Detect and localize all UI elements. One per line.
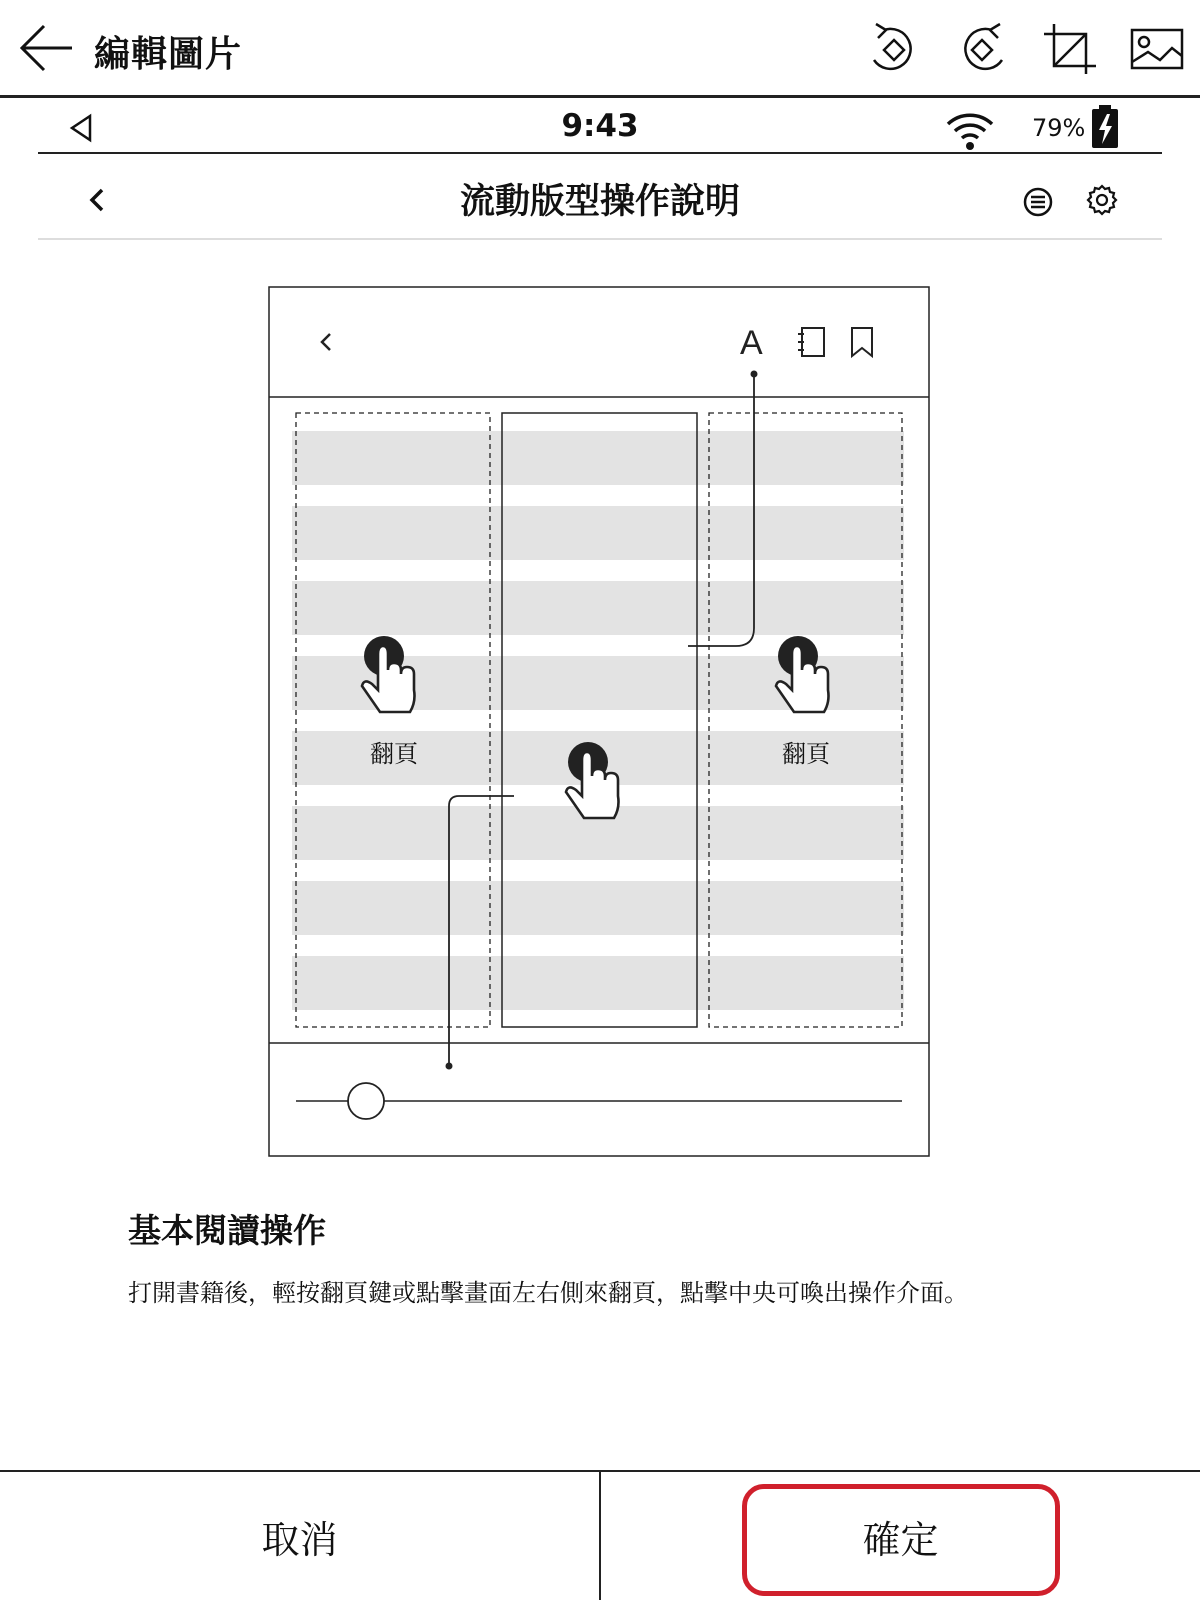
rotate-right-icon[interactable] xyxy=(954,20,1014,78)
left-tap-hand-icon xyxy=(360,632,430,726)
section-description: 打開書籍後，輕按翻頁鍵或點擊畫面左右側來翻頁，點擊中央可喚出操作介面。 xyxy=(128,1279,968,1307)
right-tap-hand-icon xyxy=(774,632,844,726)
battery-percent: 79% xyxy=(1032,114,1086,142)
back-arrow-icon[interactable] xyxy=(18,20,78,76)
page-title: 流動版型操作說明 xyxy=(459,182,740,222)
font-a-icon: A xyxy=(740,324,763,362)
editor-title: 編輯圖片 xyxy=(94,34,243,75)
cancel-button[interactable]: 取消 xyxy=(261,1517,338,1562)
wifi-icon xyxy=(944,108,996,152)
confirm-button[interactable]: 確定 xyxy=(862,1517,939,1562)
progress-slider-thumb xyxy=(348,1083,384,1119)
image-icon[interactable] xyxy=(1128,20,1188,78)
status-time: 9:43 xyxy=(561,108,639,144)
right-page-turn-label: 翻頁 xyxy=(782,740,830,768)
crop-icon[interactable] xyxy=(1040,20,1100,78)
left-page-turn-label: 翻頁 xyxy=(370,740,418,768)
gear-icon[interactable] xyxy=(1082,180,1122,220)
battery-charging-icon xyxy=(1090,104,1120,150)
section-title: 基本閱讀操作 xyxy=(128,1211,326,1250)
menu-icon[interactable] xyxy=(1018,182,1058,222)
rotate-left-icon[interactable] xyxy=(862,20,922,78)
center-tap-hand-icon xyxy=(564,738,634,832)
